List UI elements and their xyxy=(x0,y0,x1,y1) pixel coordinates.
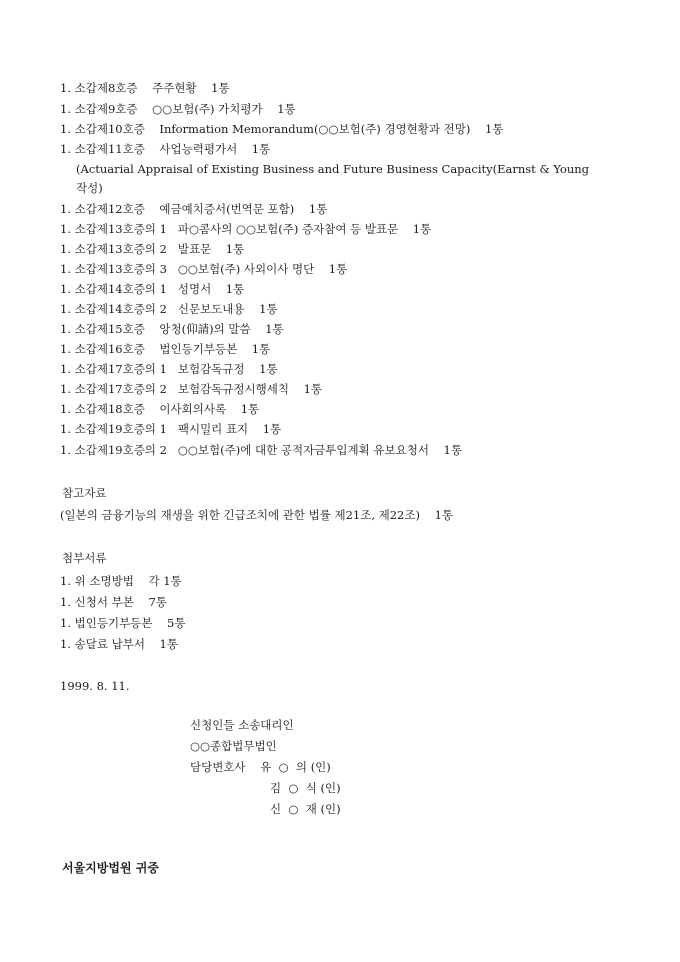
attachment-item: 1. 위 소명방법 각 1통 xyxy=(60,574,182,588)
evidence-item: 1. 소갑제10호증 Information Memorandum(○○보험(주) 경영현황과 전망) 1통 xyxy=(60,122,504,136)
signature-representative: 신청인들 소송대리인 xyxy=(190,718,294,732)
evidence-item: 1. 소갑제17호증의 1 보험감독규정 1통 xyxy=(60,362,278,376)
evidence-item: 1. 소갑제11호증 사업능력평가서 1통 xyxy=(60,142,271,156)
reference-item: (일본의 금융기능의 재생을 위한 긴급조치에 관한 법률 제21조, 제22조) 1통 xyxy=(60,508,454,522)
evidence-item: 1. 소갑제17호증의 2 보험감독규정시행세칙 1통 xyxy=(60,382,322,396)
signature-firm: ○○종합법무법인 xyxy=(190,739,277,753)
attachment-item: 1. 신청서 부본 7통 xyxy=(60,595,167,609)
evidence-item: 1. 소갑제9호증 ○○보험(주) 가치평가 1통 xyxy=(60,102,296,116)
evidence-item: 작성) xyxy=(76,181,103,195)
signature-lawyer-3: 신 ○ 재 (인) xyxy=(270,802,341,816)
evidence-item: 1. 소갑제19호증의 2 ○○보험(주)에 대한 공적자금투입계획 유보요청서 1통 xyxy=(60,443,462,457)
evidence-item: 1. 소갑제19호증의 1 팩시밀리 표지 1통 xyxy=(60,422,282,436)
court-addressee: 서울지방법원 귀중 xyxy=(62,861,159,875)
evidence-item: 1. 소갑제14호증의 1 성명서 1통 xyxy=(60,282,245,296)
evidence-item: 1. 소갑제13호증의 2 발표문 1통 xyxy=(60,242,245,256)
signature-lawyer-1: 담당변호사 유 ○ 의 (인) xyxy=(190,760,331,774)
evidence-item: 1. 소갑제8호증 주주현황 1통 xyxy=(60,81,230,95)
evidence-item: 1. 소갑제16호증 법인등기부등본 1통 xyxy=(60,342,271,356)
evidence-item: 1. 소갑제12호증 예금예치증서(번역문 포함) 1통 xyxy=(60,202,328,216)
signature-lawyer-2: 김 ○ 식 (인) xyxy=(270,781,341,795)
evidence-item: 1. 소갑제15호증 앙청(仰請)의 말씀 1통 xyxy=(60,322,284,336)
evidence-item: 1. 소갑제13호증의 1 파○콤사의 ○○보험(주) 증자참여 등 발표문 1통 xyxy=(60,222,432,236)
attachment-item: 1. 송달료 납부서 1통 xyxy=(60,637,178,651)
reference-heading: 참고자료 xyxy=(62,486,107,500)
evidence-item: 1. 소갑제13호증의 3 ○○보험(주) 사외이사 명단 1통 xyxy=(60,262,348,276)
evidence-item: 1. 소갑제14호증의 2 신문보도내용 1통 xyxy=(60,302,278,316)
evidence-item: 1. 소갑제18호증 이사회의사록 1통 xyxy=(60,402,260,416)
document-date: 1999. 8. 11. xyxy=(60,679,130,693)
attachments-heading: 첨부서류 xyxy=(62,551,107,565)
evidence-item: (Actuarial Appraisal of Existing Business and Future Business Capacity(Earnst & Young xyxy=(76,162,590,176)
attachment-item: 1. 법인등기부등본 5통 xyxy=(60,616,186,630)
